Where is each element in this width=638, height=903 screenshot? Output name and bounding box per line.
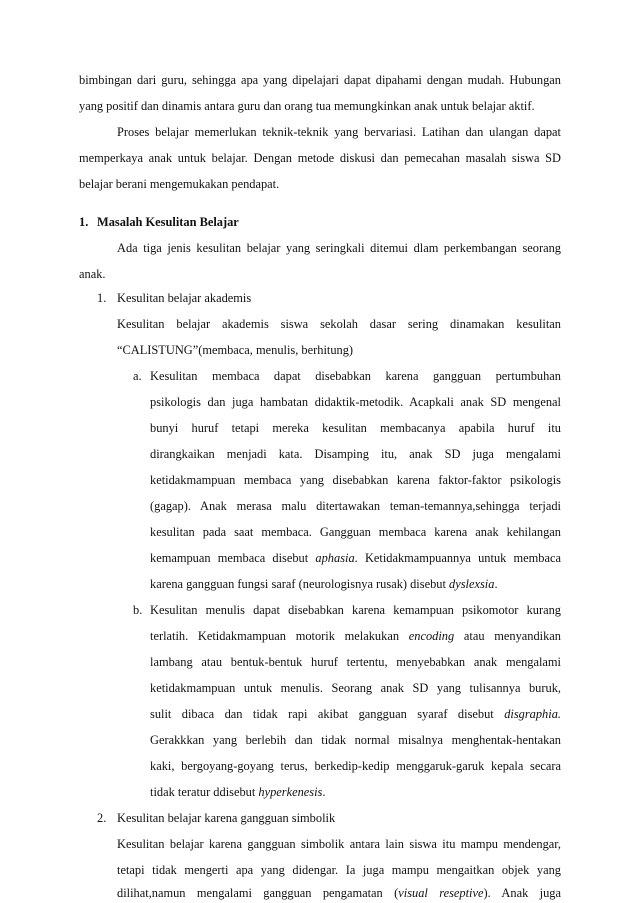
text-run: terlatih. Ketidakmampuan motorik melakukan	[150, 629, 409, 643]
paragraph-line: “CALISTUNG”(membaca, menulis, berhitung)	[117, 343, 354, 357]
paragraph-line	[117, 885, 561, 901]
list-number: 1.	[97, 291, 107, 305]
italic-term: aphasia	[315, 551, 355, 565]
paragraph-line: Proses belajar memerlukan teknik-teknik yang bervariasi. Latihan dan ulangan dapat	[117, 125, 561, 139]
paragraph-line: ketidakmampuan untuk menulis. Seorang anak SD yang tulisannya buruk,	[150, 681, 561, 695]
italic-term: hyperkenesis	[258, 785, 323, 799]
paragraph-line: bimbingan dari guru, sehingga apa yang dipelajari dapat dipahami dengan mudah. Hubungan	[79, 73, 561, 87]
text-run: tidak teratur ddisebut	[150, 785, 259, 799]
paragraph-line: belajar berani mengemukakan pendapat.	[79, 177, 280, 191]
paragraph-line: memperkaya anak untuk belajar. Dengan metode diskusi dan pemecahan masalah siswa SD	[79, 151, 561, 165]
text-run: sulit dibaca dan tidak rapi akibat gangguan syaraf disebut	[150, 707, 505, 721]
heading-number: 1.	[79, 215, 89, 229]
paragraph-line: ketidakmampuan membaca yang disebabkan karena faktor-faktor psikologis	[150, 473, 561, 487]
paragraph-line: anak.	[79, 267, 106, 281]
text-run: dilihat,namun mengalami gangguan pengamatan (	[117, 886, 399, 900]
paragraph-line: yang positif dan dinamis antara guru dan orang tua memungkinkan anak untuk belajar aktif.	[79, 99, 535, 113]
paragraph-line: Kesulitan belajar akademis siswa sekolah dasar sering dinamakan kesulitan	[117, 317, 561, 331]
section-heading: Masalah Kesulitan Belajar	[97, 215, 239, 229]
paragraph-line: Kesulitan membaca dapat disebabkan karena gangguan pertumbuhan	[150, 369, 561, 383]
italic-term: visual reseptive	[398, 886, 484, 900]
text-run: kemampuan membaca disebut	[150, 551, 316, 565]
paragraph-line	[150, 576, 498, 592]
sublist-marker: b.	[133, 603, 143, 617]
paragraph-line: (gagap). Anak merasa malu ditertawakan teman-temannya,sehingga terjadi	[150, 499, 561, 513]
text-run: ). Anak juga	[483, 886, 561, 900]
text-run: karena gangguan fungsi saraf (neurologisnya rusak) disebut	[150, 577, 450, 591]
paragraph-line	[150, 628, 561, 644]
list-number: 2.	[97, 811, 107, 825]
paragraph-line: kesulitan pada saat membaca. Gangguan membaca karena anak kehilangan	[150, 525, 561, 539]
paragraph-line: tetapi tidak mengerti apa yang didengar. Ia juga mampu mengaitkan objek yang	[117, 863, 561, 877]
paragraph-line: Ada tiga jenis kesulitan belajar yang seringkali ditemui dlam perkembangan seorang	[117, 241, 561, 255]
paragraph-line	[150, 550, 561, 566]
list-item-title: Kesulitan belajar karena gangguan simbolik	[117, 811, 336, 825]
paragraph-line: Gerakkkan yang berlebih dan tidak normal misalnya menghentak-hentakan	[150, 733, 561, 747]
paragraph-line	[150, 706, 561, 722]
paragraph-line: dirangkaikan menjadi kata. Disamping itu, anak SD juga mengalami	[150, 447, 561, 461]
paragraph-line: Kesulitan menulis dapat disebabkan karena kemampuan psikomotor kurang	[150, 603, 561, 617]
italic-term: disgraphia.	[504, 707, 561, 721]
sublist-marker: a.	[133, 369, 142, 383]
text-run: . Ketidakmampuannya untuk membaca	[354, 551, 561, 565]
paragraph-line	[150, 784, 326, 800]
italic-term: encoding	[408, 629, 455, 643]
text-run: atau menyandikan	[454, 629, 561, 643]
list-item-title: Kesulitan belajar akademis	[117, 291, 252, 305]
paragraph-line: lambang atau bentuk-bentuk huruf tertentu, menyebabkan anak mengalami	[150, 655, 561, 669]
paragraph-line: bunyi huruf tetapi mereka kesulitan membacanya apabila huruf itu	[150, 421, 561, 435]
text-run: .	[322, 785, 326, 799]
italic-term: dyslexsia	[449, 577, 495, 591]
paragraph-line: Kesulitan belajar karena gangguan simbolik antara lain siswa itu mampu mendengar,	[117, 837, 561, 851]
paragraph-line: psikologis dan juga hambatan didaktik-metodik. Acapkali anak SD mengenal	[150, 395, 561, 409]
text-run: .	[494, 577, 498, 591]
paragraph-line: kaki, bergoyang-goyang terus, berkedip-kedip menggaruk-garuk kepala secara	[150, 759, 561, 773]
